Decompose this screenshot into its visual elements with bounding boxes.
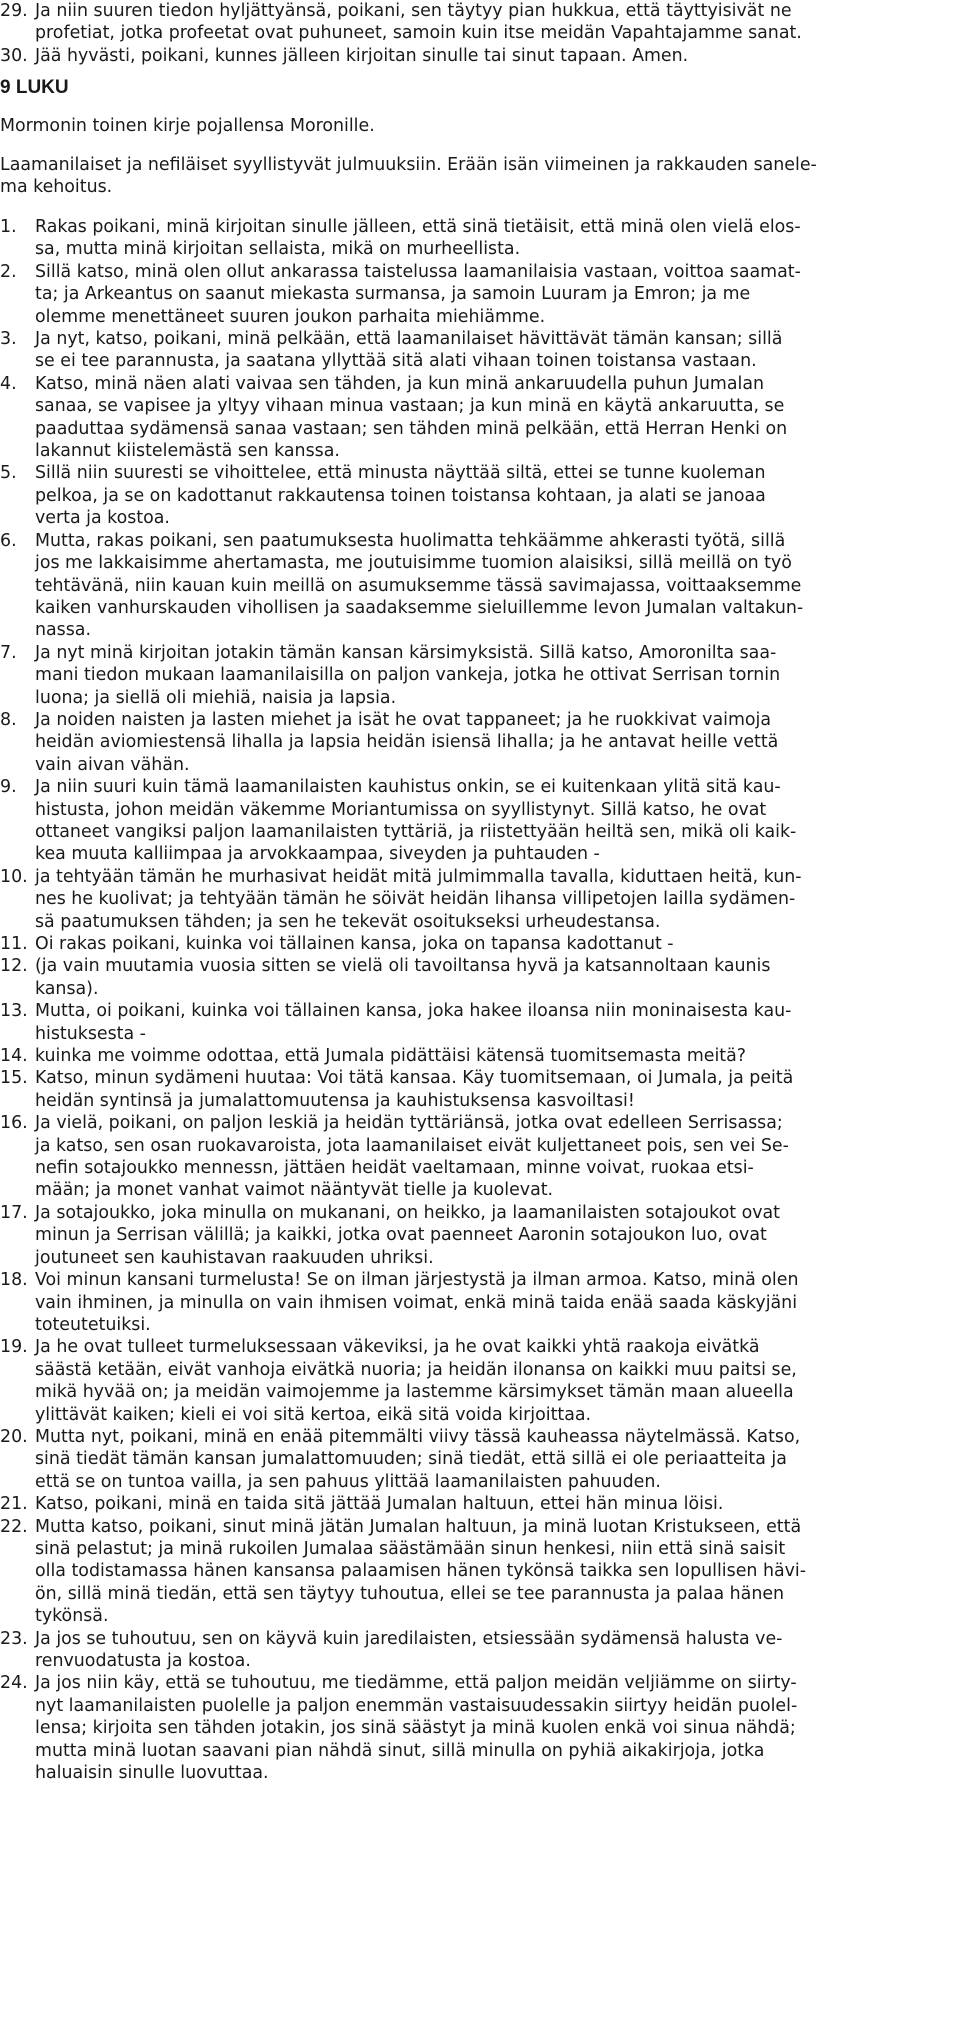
verse [0,955,774,1000]
verse-text: Mutta katso, poikani, sinut minä jätän Jumalan haltuun, ja minä luotan Kristukseen, että [35,1516,802,1537]
verse-line [0,1135,789,1157]
verse-line [0,597,804,619]
verse-text: ylittävät kaiken; kieli ei voi sitä kertoa, eikä sitä voida kirjoittaa. [35,1404,592,1425]
verse-text: ottaneet vangiksi paljon laamanilaisten tyttäriä, ja riistettyään heiltä sen, mikä oli kaik- [35,821,797,842]
verse-number: 23. [0,1628,28,1649]
verse-number: 22. [0,1516,28,1537]
verse-line [0,328,783,350]
verse-text: kuinka me voimme odottaa, että Jumala pidättäisi kätensä tuomitsemasta meitä? [35,1046,747,1067]
verse-text: Katso, minä näen alati vaivaa sen tähden, ja kun minä ankaruudella puhun Jumalan [35,373,764,394]
verse-line [0,933,774,955]
verse-text: lakannut kiistelemästä sen kanssa. [35,441,340,462]
verse-text: vain ihminen, ja minulla on vain ihmisen voimat, enkä minä taida enää saada käskyjäni [35,1292,798,1313]
verse-text: Sillä niin suuresti se vihoittelee, että minusta näyttää siltä, ettei se tunne kuoleman [35,463,766,484]
verse-list [0,216,807,1784]
verse-line [0,1202,780,1224]
verse-number: 21. [0,1494,28,1515]
verse-text: Katso, poikani, minä en taida sitä jättää Jumalan haltuun, ettei hän minua löisi. [35,1494,724,1515]
verse-line [0,619,774,641]
verse-number: 29. [0,1,28,21]
verse-line [0,261,801,283]
verse-line [0,1336,774,1358]
verse-number: 5. [0,463,17,484]
verse-line [0,45,774,67]
verse-line [0,552,792,574]
verse-line [0,1269,799,1291]
verse-number: 18. [0,1270,28,1291]
verse-text: Ja niin suuren tiedon hyljättyänsä, poikani, sen täytyy pian hukkua, että täyttyisivät ne [35,1,792,21]
verse [0,1269,799,1336]
verse-text: sinä pelastut; ja minä rukoilen Jumalaa säästämään sinun henkesi, niin että sinä saisit [35,1538,786,1559]
verse-line [0,687,774,709]
summary-line: ma kehoitus. [0,177,113,198]
verse [0,530,804,642]
verse-line [0,1157,774,1179]
verse-number: 30. [0,45,28,66]
verse-line [0,1762,774,1784]
verse-number: 3. [0,329,17,350]
verse-line [0,1672,797,1694]
verse-text: nefin sotajoukko mennessn, jättäen heidät vaeltamaan, minne voivat, ruokaa etsi- [35,1158,754,1179]
verse-line [0,1112,783,1134]
summary-line: Laamanilaiset ja nefiläiset syyllistyvät julmuuksiin. Erään isän viimeinen ja rakkauden sanele- [0,155,817,175]
verse-text: Rakas poikani, minä kirjoitan sinulle jälleen, että sinä tietäisit, että minä olen vielä elos- [35,217,801,237]
verse-text: nassa. [35,620,91,641]
verse-line [0,238,774,260]
verse [0,261,801,328]
verse-line [0,1516,802,1538]
verse-line [0,821,797,843]
verse-text: verta ja kostoa. [35,508,170,529]
verse-text: joutuneet sen kauhistavan raakuuden uhriksi. [35,1247,434,1268]
verse-number: 13. [0,1001,28,1022]
verse-text: Ja vielä, poikani, on paljon leskiä ja heidän tyttäriänsä, jotka ovat edelleen Serrisassa; [35,1113,783,1134]
verse-number: 14. [0,1046,28,1067]
verse-line [0,1359,797,1381]
verse [0,1045,774,1067]
verse-line [0,843,774,865]
verse [0,1112,789,1202]
verse-line [0,754,774,776]
verse-text: sinä tiedät tämän kansan jumalattomuuden; sinä tiedät, että sillä ei ole periaatteita ja [35,1449,787,1470]
verse-line [0,1695,798,1717]
verse-line [0,0,792,22]
verse-line [0,1045,774,1067]
verse [0,1426,801,1493]
verse-number: 24. [0,1673,28,1694]
verse-line [0,216,801,238]
verse-text: että se on tuntoa vailla, ja sen pahuus ylittää laamanilaisten pahuuden. [35,1471,661,1492]
verse-text: nyt laamanilaisten puolelle ja paljon enemmän vastaisuudessakin siirtyy heidän puolel- [35,1695,798,1716]
verse-line [0,1583,785,1605]
verse-text: sä paatumuksen tähden; ja sen he tekevät osoitukseksi urheudestansa. [35,911,661,932]
verse-text: haluaisin sinulle luovuttaa. [35,1763,269,1784]
verse-text: toteutetuiksi. [35,1314,151,1335]
verse [0,1000,792,1045]
verse-line [0,1247,774,1269]
verse [0,462,774,529]
verse-line [0,978,774,1000]
verse-text: kansa). [35,978,99,999]
verse-line [0,1493,774,1515]
verse-text: tehtävänä, niin kauan kuin meillä on asumuksemme tässä savimajassa, voittaaksemme [35,575,802,596]
verse-text: mani tiedon mukaan laamanilaisilla on paljon vankeja, jotka he ottivat Serrisan tornin [35,665,781,686]
verse-line [0,530,786,552]
verse-text: Sillä katso, minä olen ollut ankarassa taistelussa laamanilaisia vastaan, voittoa saamat- [35,261,801,282]
verse-text: ja katso, sen osan ruokavaroista, jota laamanilaiset eivät kuljettaneet pois, sen vei Se- [35,1135,789,1156]
verse-line [0,485,774,507]
verse [0,1202,780,1269]
verse [0,866,802,933]
verse-line [0,1179,774,1201]
verse-text: Ja jos se tuhoutuu, sen on käyvä kuin jaredilaisten, etsiessään sydämensä halusta ve- [35,1628,783,1649]
verse-text: ja tehtyään tämän he murhasivat heidät mitä julmimmalla tavalla, kiduttaen heitä, kun- [35,866,802,887]
top-verses [0,0,802,67]
verse-text: Ja niin suuri kuin tämä laamanilaisten kauhistus onkin, se ei kuitenkaan ylitä sitä kau- [35,777,781,798]
verse-line [0,866,802,888]
verse-text: säästä ketään, eivät vanhoja eivätkä nuoria; ja heidän ilonansa on kaikki muu paitsi se, [35,1359,797,1380]
verse-text: kaiken vanhurskauden vihollisen ja saadaksemme sieluillemme levon Jumalan valtakun- [35,597,804,618]
verse-text: pelkoa, ja se on kadottanut rakkautensa toinen toistansa kohtaan, ja alati se janoaa [35,485,766,506]
verse [0,1516,807,1628]
verse-text: ta; ja Arkeantus on saanut miekasta surmansa, ja samoin Luuram ja Emron; ja me [35,284,751,305]
verse-line [0,283,774,305]
verse-text: Ja nyt minä kirjoitan jotakin tämän kansan kärsimyksistä. Sillä katso, Amoronilta saa- [35,642,777,663]
verse-line [0,1538,786,1560]
verse-text: olla todistamassa hänen kansansa palaamisen hänen tykönsä taikka sen lopullisen hävi- [35,1561,807,1582]
verse-line [0,1650,774,1672]
verse-number: 4. [0,373,17,394]
verse-line [0,1067,794,1089]
verse-line [0,888,796,910]
verse-line [0,1224,774,1246]
verse-text: Mutta, oi poikani, kuinka voi tällainen kansa, joka hakee iloansa niin moninaisesta kau- [35,1001,792,1022]
verse-text: Jää hyvästi, poikani, kunnes jälleen kirjoitan sinulle tai sinut tapaan. Amen. [35,45,689,66]
verse-line [0,1628,783,1650]
chapter-subtitle: Mormonin toinen kirje pojallensa Moronille. [0,116,375,136]
verse-text: sanaa, se vapisee ja yltyy vihaan minua vastaan; ja kun minä en käytä ankaruutta, se [35,396,785,417]
verse-line [0,1090,774,1112]
verse-number: 6. [0,530,17,551]
verse-text: lensa; kirjoita sen tähden jotakin, jos sinä säästyt ja minä kuolen enkä voi sinua nähdä; [35,1718,796,1739]
verse-line [0,306,774,328]
verse-line [0,507,774,529]
verse-text: kea muuta kalliimpaa ja arvokkaampaa, siveyden ja puhtauden - [35,844,600,865]
verse [0,709,779,776]
verse-text: sa, mutta minä kirjoitan sellaista, mikä on murheellista. [35,239,521,260]
verse-text: heidän aviomiestensä lihalla ja lapsia heidän isiensä lihalla; ja he antavat heille vettä [35,732,779,753]
verse-line [0,1560,807,1582]
chapter-summary [0,154,817,199]
verse-text: ön, sillä minä tiedän, että sen täytyy tuhoutua, ellei se tee parannusta ja palaa hänen [35,1583,785,1604]
verse-line [0,911,774,933]
verse-line [0,1448,787,1470]
verse-line [0,1471,774,1493]
verse [0,328,783,373]
verse-number: 9. [0,777,17,798]
verse [0,933,774,955]
verse-line [0,440,774,462]
verse-text: nes he kuolivat; ja tehtyään tämän he söivät heidän lihansa villipetojen lailla sydämen- [35,889,796,910]
verse-number: 16. [0,1113,28,1134]
verse-text: mutta minä luotan saavani pian nähdä sinut, sillä minulla on pyhiä aikakirjoja, jotka [35,1740,765,1761]
verse [0,216,801,261]
verse-number: 15. [0,1068,28,1089]
verse-text: tykönsä. [35,1606,109,1627]
verse-text: olemme menettäneet suuren joukon parhaita miehiämme. [35,306,546,327]
verse-text: Voi minun kansani turmelusta! Se on ilman järjestystä ja ilman armoa. Katso, minä olen [35,1270,799,1291]
verse-line [0,1426,801,1448]
verse-text: Ja jos niin käy, että se tuhoutuu, me tiedämme, että paljon meidän veljiämme on siirty- [35,1673,797,1694]
verse-line [0,664,781,686]
verse-line [0,1717,796,1739]
verse [0,776,797,866]
verse-text: mään; ja monet vanhat vaimot nääntyvät tielle ja kuolevat. [35,1180,554,1201]
verse-line [0,575,802,597]
verse-line [0,1381,794,1403]
verse [0,1067,794,1112]
verse [0,45,774,67]
verse-text: Ja sotajoukko, joka minulla on mukanani, on heikko, ja laamanilaisten sotajoukot ovat [35,1202,780,1223]
verse-line [0,22,802,44]
verse-text: jos me lakkaisimme ahertamasta, me joutuisimme tuomion alaisiksi, sillä meillä on työ [35,553,792,574]
verse-line [0,955,774,977]
verse-text: mikä hyvää on; ja meidän vaimojemme ja lastemme kärsimykset tämän maan alueella [35,1382,794,1403]
verse-text: histusta, johon meidän väkemme Moriantumissa on syyllistynyt. Sillä katso, he ovat [35,799,767,820]
verse-text: profetiat, jotka profeetat ovat puhuneet, samoin kuin itse meidän Vapahtajamme sanat. [35,23,802,44]
verse-number: 10. [0,866,28,887]
verse-line [0,799,774,821]
verse-text: vain aivan vähän. [35,754,190,775]
verse-text: Katso, minun sydämeni huutaa: Voi tätä kansaa. Käy tuomitsemaan, oi Jumala, ja peitä [35,1068,794,1089]
verse-text: paaduttaa sydämensä sanaa vastaan; sen tähden minä pelkään, että Herran Henki on [35,418,788,439]
verse-number: 2. [0,261,17,282]
verse-line [0,395,785,417]
verse-text: (ja vain muutamia vuosia sitten se vielä oli tavoiltansa hyvä ja katsannoltaan kaunis [35,956,771,977]
verse-line [0,709,774,731]
verse-text: Ja noiden naisten ja lasten miehet ja isät he ovat tappaneet; ja he ruokkivat vaimoja [35,709,772,730]
verse-number: 8. [0,709,17,730]
verse-text: heidän syntinsä ja jumalattomuutensa ja kauhistuksensa kasvoiltasi! [35,1090,635,1111]
verse-line [0,1605,774,1627]
verse [0,1672,798,1784]
verse-number: 17. [0,1202,28,1223]
verse-line [0,731,779,753]
verse [0,1628,783,1673]
verse-text: luona; ja siellä oli miehiä, naisia ja lapsia. [35,687,397,708]
verse-text: minun ja Serrisan välillä; ja kaikki, jotka ovat paenneet Aaronin sotajoukon luo, ovat [35,1225,767,1246]
verse [0,1493,774,1515]
verse-number: 20. [0,1426,28,1447]
verse-text: Ja nyt, katso, poikani, minä pelkään, että laamanilaiset hävittävät tämän kansan; sillä [35,329,783,350]
verse-line [0,350,774,372]
verse-line [0,776,781,798]
chapter-title: 9 LUKU [0,77,69,98]
verse-line [0,418,788,440]
verse-line [0,1740,774,1762]
verse-text: Oi rakas poikani, kuinka voi tällainen kansa, joka on tapansa kadottanut - [35,934,674,954]
verse-line [0,373,774,395]
verse [0,373,788,463]
verse-text: renvuodatusta ja kostoa. [35,1651,251,1671]
verse-text: se ei tee parannusta, ja saatana yllyttää sitä alati vihaan toinen toistansa vastaan. [35,351,757,372]
verse-number: 11. [0,934,28,954]
verse [0,1336,797,1426]
verse-text: Mutta, rakas poikani, sen paatumuksesta huolimatta tehkäämme ahkerasti työtä, sillä [35,530,786,551]
verse-text: Mutta nyt, poikani, minä en enää pitemmälti viivy tässä kauheassa näytelmässä. Katso, [35,1426,801,1447]
verse [0,0,802,45]
verse-line [0,1314,774,1336]
verse-number: 19. [0,1337,28,1358]
verse-number: 1. [0,217,17,237]
verse-line [0,462,774,484]
verse-line [0,1023,774,1045]
verse-number: 12. [0,956,28,977]
verse-number: 7. [0,642,17,663]
verse [0,642,781,709]
verse-line [0,1000,792,1022]
verse-line [0,1404,774,1426]
verse-line [0,1292,798,1314]
verse-text: Ja he ovat tulleet turmeluksessaan väkeviksi, ja he ovat kaikki yhtä raakoja eivätkä [35,1337,760,1358]
verse-text: histuksesta - [35,1023,146,1044]
verse-line [0,642,777,664]
